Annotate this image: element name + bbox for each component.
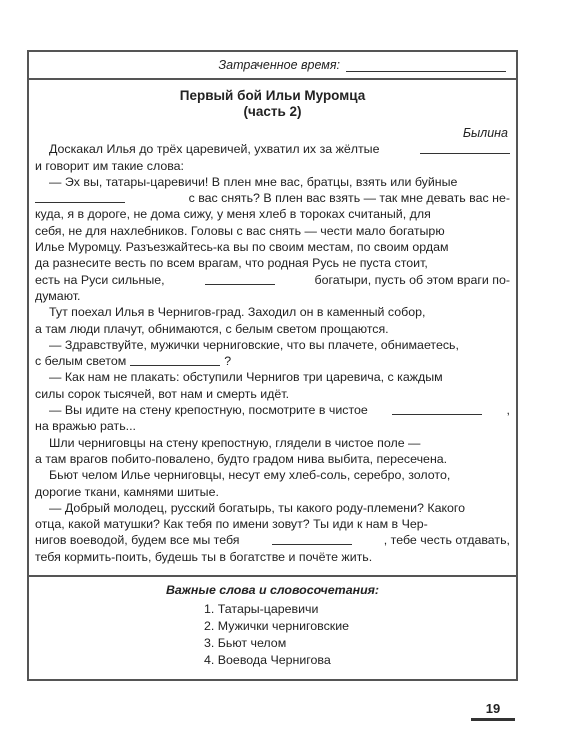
story-text-fragment: , тебе честь отдавать, bbox=[383, 533, 510, 548]
story-text-fragment: ? bbox=[224, 354, 232, 369]
answer-blank[interactable] bbox=[272, 532, 352, 545]
story-text-fragment: силы сорок тысячей, вот нам и смерть идёт. bbox=[35, 386, 290, 401]
story-text-fragment: себя, не для нахлебников. Головы с вас снять — чести мало богатырю bbox=[35, 223, 445, 238]
story-text-fragment: Бьют челом Илье черниговцы, несут ему хлеб-соль, серебро, золото, bbox=[49, 468, 451, 483]
story-line bbox=[35, 223, 510, 239]
story-text-fragment: нигов воеводой, будем все мы тебя bbox=[35, 533, 240, 548]
story-line bbox=[35, 141, 510, 157]
time-spent-row bbox=[29, 52, 516, 80]
story-title: Первый бой Ильи Муромца bbox=[179, 88, 366, 103]
story-text-fragment: — Как нам не плакать: обступили Чернигов три царевича, с каждым bbox=[49, 370, 443, 385]
time-spent-blank[interactable] bbox=[346, 59, 506, 72]
story-line bbox=[35, 190, 510, 206]
vocabulary-list bbox=[29, 601, 516, 669]
story-text-fragment: Илье Муромцу. Разъезжайтесь-ка вы по своим местам, по своим ордам bbox=[35, 240, 449, 255]
answer-blank[interactable] bbox=[35, 190, 125, 203]
story-line bbox=[35, 451, 510, 467]
story-line bbox=[35, 386, 510, 402]
story-text-fragment: а там врагов побито-повалено, будто градом нива выбита, пересечена. bbox=[35, 451, 448, 466]
time-spent-label: Затраченное время: bbox=[218, 58, 340, 72]
story-text-fragment: Доскакал Илья до трёх царевичей, ухватил их за жёлтые bbox=[49, 142, 380, 157]
vocabulary-item: 3. Бьют челом bbox=[204, 636, 287, 651]
story-line bbox=[35, 402, 510, 418]
story-text-fragment: Шли черниговцы на стену крепостную, глядели в чистое поле — bbox=[49, 435, 421, 450]
story-text-fragment: — Эх вы, татары-царевичи! В плен мне вас, братцы, взять или буйные bbox=[49, 174, 458, 189]
story-line bbox=[35, 418, 510, 434]
story-text-fragment: а там люди плачут, обнимаются, с белым светом прощаются. bbox=[35, 321, 389, 336]
story-line bbox=[35, 484, 510, 500]
answer-blank[interactable] bbox=[130, 353, 220, 366]
story-line bbox=[35, 206, 510, 222]
story-text-fragment: куда, я в дороге, не дома сижу, у меня хлеб в тороках считаный, для bbox=[35, 207, 431, 222]
vocabulary-item: 1. Татары-царевичи bbox=[204, 602, 319, 617]
story-text-fragment: Тут поехал Илья в Чернигов-град. Заходил он в каменный собор, bbox=[49, 305, 426, 320]
story-line bbox=[35, 288, 510, 304]
story-text-fragment: , bbox=[506, 403, 510, 418]
story-text-fragment: да разнесите весть по всем врагам, что родная Русь не пуста стоит, bbox=[35, 256, 428, 271]
story-line bbox=[35, 255, 510, 271]
story-line bbox=[35, 272, 510, 288]
story-line bbox=[35, 435, 510, 451]
answer-blank[interactable] bbox=[392, 402, 482, 415]
vocabulary-item: 4. Воевода Чернигова bbox=[204, 653, 331, 668]
story-line bbox=[35, 174, 510, 190]
genre-label: Былина bbox=[462, 126, 508, 140]
story-line bbox=[35, 304, 510, 320]
story-line bbox=[35, 467, 510, 483]
story-text-fragment: думают. bbox=[35, 288, 81, 303]
story-text-fragment: тебя кормить-поить, будешь ты в богатстве и почёте жить. bbox=[35, 549, 373, 564]
answer-blank[interactable] bbox=[205, 272, 275, 285]
story-line bbox=[35, 369, 510, 385]
vocabulary-title: Важные слова и словосочетания: bbox=[165, 583, 380, 598]
story-text-fragment: есть на Руси сильные, bbox=[35, 272, 165, 287]
story-subtitle: (часть 2) bbox=[243, 104, 302, 119]
worksheet-frame bbox=[27, 50, 518, 681]
story-line bbox=[35, 353, 510, 369]
story-text-fragment: богатыри, пусть об этом враги по- bbox=[314, 272, 510, 287]
story-text-fragment: — Здравствуйте, мужички черниговские, что вы плачете, обнимаетесь, bbox=[49, 337, 459, 352]
story-section bbox=[29, 80, 516, 577]
story-text bbox=[35, 141, 510, 565]
story-text-fragment: — Добрый молодец, русский богатырь, ты какого роду-племени? Какого bbox=[49, 500, 466, 515]
page-number: 19 bbox=[471, 701, 515, 721]
story-text-fragment: отца, какой матушки? Как тебя по имени зовут? Ты иди к нам в Чер- bbox=[35, 517, 428, 532]
story-line bbox=[35, 500, 510, 516]
story-text-fragment: и говорит им такие слова: bbox=[35, 158, 184, 173]
story-text-fragment: дорогие ткани, камнями шитые. bbox=[35, 484, 219, 499]
story-line bbox=[35, 532, 510, 548]
story-line bbox=[35, 239, 510, 255]
answer-blank[interactable] bbox=[420, 141, 510, 154]
story-text-fragment: с белым светом bbox=[35, 354, 127, 369]
story-text-fragment: — Вы идите на стену крепостную, посмотрите в чистое bbox=[49, 403, 368, 418]
vocabulary-item: 2. Мужички черниговские bbox=[204, 619, 350, 634]
story-line bbox=[35, 549, 510, 565]
story-text-fragment: на вражью рать... bbox=[35, 419, 136, 434]
story-text-fragment: с вас снять? В плен вас взять — так мне девать вас не- bbox=[188, 191, 510, 206]
story-line bbox=[35, 337, 510, 353]
story-line bbox=[35, 516, 510, 532]
story-line bbox=[35, 158, 510, 174]
story-line bbox=[35, 321, 510, 337]
vocabulary-section bbox=[29, 577, 516, 679]
